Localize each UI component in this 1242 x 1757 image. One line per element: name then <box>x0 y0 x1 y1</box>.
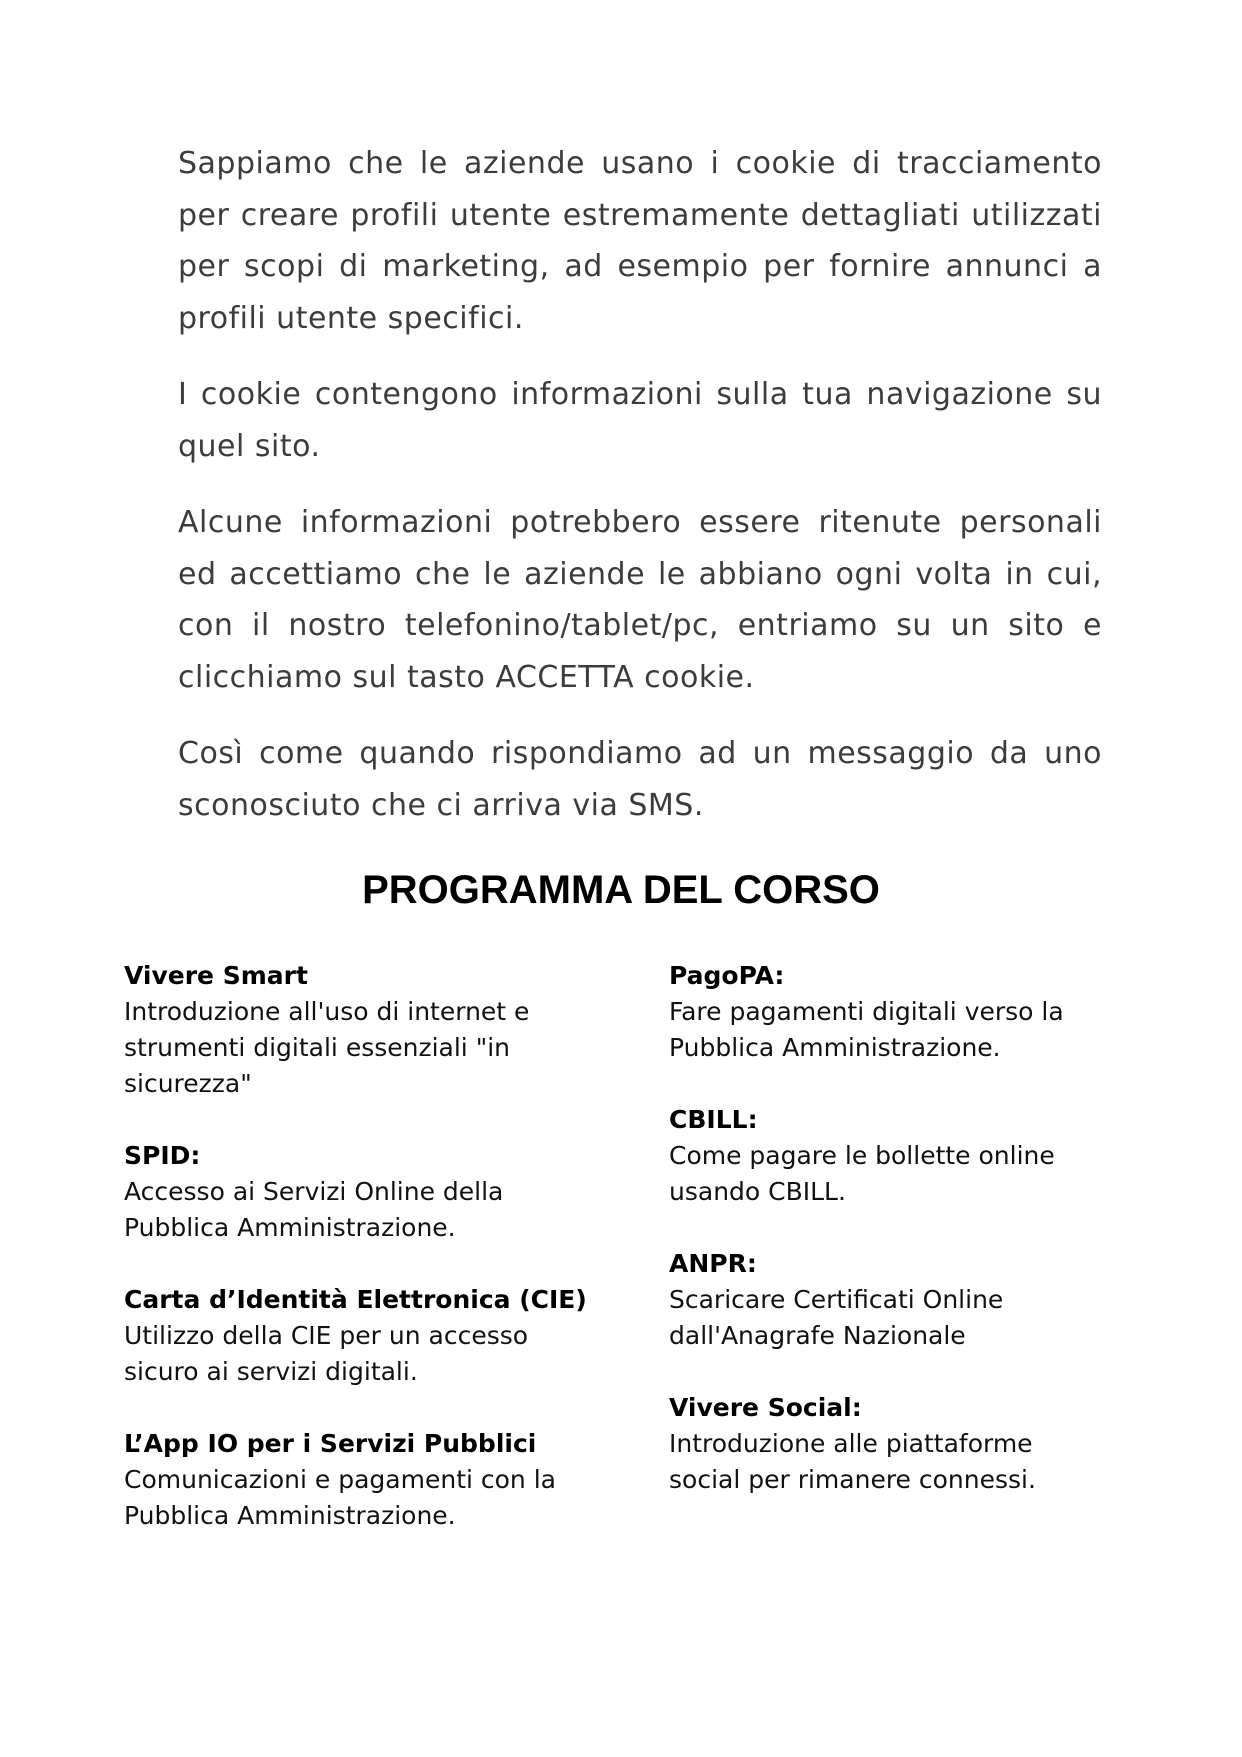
program-item-title: Vivere Smart <box>124 961 308 990</box>
intro-section <box>178 138 1102 856</box>
program-item-description: Scaricare Certificati Online dall'Anagrafe Nazionale <box>669 1285 1004 1350</box>
intro-paragraph: Sappiamo che le aziende usano i cookie di tracciamento per creare profili utente estremamente dettagliati utilizzati per scopi di marketing, ad esempio per fornire annunci a profili utente specifici. <box>178 146 1102 336</box>
program-item-title: Vivere Social: <box>669 1393 862 1422</box>
program-item <box>669 1102 1129 1210</box>
program-item-title: Carta d’Identità Elettronica (CIE) <box>124 1285 587 1314</box>
program-heading: PROGRAMMA DEL CORSO <box>362 868 880 912</box>
program-column-left <box>124 958 594 1570</box>
intro-paragraph: I cookie contengono informazioni sulla tua navigazione su quel sito. <box>178 377 1102 464</box>
program-column-right <box>669 958 1129 1534</box>
program-item <box>124 1282 594 1390</box>
program-item <box>124 1138 594 1246</box>
program-item-title: ANPR: <box>669 1249 757 1278</box>
program-item-description: Utilizzo della CIE per un accesso sicuro ai servizi digitali. <box>124 1321 529 1386</box>
program-item-description: Introduzione alle piattaforme social per rimanere connessi. <box>669 1429 1036 1494</box>
program-item-description: Come pagare le bollette online usando CBILL. <box>669 1141 1055 1206</box>
program-item <box>669 958 1129 1066</box>
intro-paragraph: Alcune informazioni potrebbero essere ritenute personali ed accettiamo che le aziende le abbiano ogni volta in cui, con il nostro telefonino/tablet/pc, entriamo su un sito e clicchiamo sul tasto ACCETTA cookie. <box>178 505 1102 695</box>
program-item-description: Accesso ai Servizi Online della Pubblica Amministrazione. <box>124 1177 504 1242</box>
program-item-title: CBILL: <box>669 1105 758 1134</box>
program-item-description: Comunicazioni e pagamenti con la Pubblica Amministrazione. <box>124 1465 556 1530</box>
program-item-description: Introduzione all'uso di internet e strumenti digitali essenziali "in sicurezza" <box>124 997 530 1098</box>
program-item <box>669 1246 1129 1354</box>
program-item-title: L’App IO per i Servizi Pubblici <box>124 1429 537 1458</box>
intro-paragraph: Così come quando rispondiamo ad un messaggio da uno sconosciuto che ci arriva via SMS. <box>178 736 1102 823</box>
program-item-title: SPID: <box>124 1141 201 1170</box>
program-item-title: PagoPA: <box>669 961 785 990</box>
program-item <box>124 1426 594 1534</box>
program-item-description: Fare pagamenti digitali verso la Pubblica Amministrazione. <box>669 997 1064 1062</box>
program-item <box>124 958 594 1102</box>
program-item <box>669 1390 1129 1498</box>
